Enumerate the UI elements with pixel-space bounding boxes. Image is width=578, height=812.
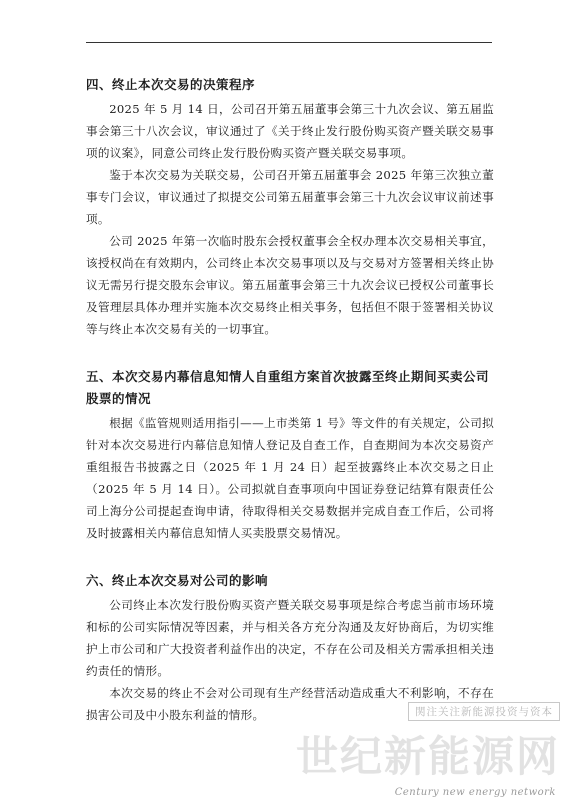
section-6-paragraph-1: 公司终止本次发行股份购买资产暨关联交易事项是综合考虑当前市场环境和标的公司实际情况等因素，并与相关各方充分沟通及友好协商后，为切实维护上市公司和广大投资者利益作出的决定，不存在公司及相关方需承担相关违约责任的情形。	[86, 598, 494, 678]
section-4-paragraph-2: 鉴于本次交易为关联交易，公司召开第五届董事会 2025 年第三次独立董事专门会议，审议通过了拟提交公司第五届董事会第三十九次会议审议前述事项。	[86, 168, 494, 226]
section-6-paragraph-2: 本次交易的终止不会对公司现有生产经营活动造成重大不利影响，不存在损害公司及中小股东利益的情形。	[86, 686, 494, 722]
watermark-subtitle: Century new energy network	[394, 787, 556, 798]
watermark	[295, 702, 560, 798]
document-body	[86, 64, 494, 726]
section-5-heading: 五、本次交易内幕信息知情人自重组方案首次披露至终止期间买卖公司股票的情况	[86, 369, 490, 406]
header-rule	[86, 42, 492, 43]
section-4-paragraph-1: 2025 年 5 月 14 日，公司召开第五届董事会第三十九次会议、第五届监事会第三十八次会议，审议通过了《关于终止发行股份购买资产暨关联交易事项的议案》，同意公司终止发行股份购买资产暨关联交易事项。	[86, 102, 494, 160]
watermark-tagline: 関注关注新能源投资与资本	[408, 702, 560, 721]
section-5-paragraph-1: 根据《监管规则适用指引——上市类第 1 号》等文件的有关规定，公司拟针对本次交易进行内幕信息知情人登记及自查工作，自查期间为本次交易资产重组报告书披露之日（2025 年 1 月 24 日）起至披露终止本次交易之日止（2025 年 5 月 14 日）。公司拟就自查事项向中国证券登记结算有限责任公司上海分公司提起查询申请，待取得相关交易数据并完成自查工作后，公司将及时披露相关内幕信息知情人买卖股票交易情况。	[86, 416, 494, 540]
watermark-brand: 世纪新能源网	[295, 732, 560, 781]
section-6-heading: 六、终止本次交易对公司的影响	[86, 573, 269, 588]
section-4-paragraph-3: 公司 2025 年第一次临时股东会授权董事会全权办理本次交易相关事宜，该授权尚在有效期内，公司终止本次交易事项以及与交易对方签署相关终止协议无需另行提交股东会审议。第五届董事会第三十九次会议已授权公司董事长及管理层具体办理并实施本次交易终止相关事务，包括但不限于签署相关协议等与终止本次交易有关的一切事宜。	[86, 234, 494, 336]
section-4-heading: 四、终止本次交易的决策程序	[86, 77, 256, 92]
